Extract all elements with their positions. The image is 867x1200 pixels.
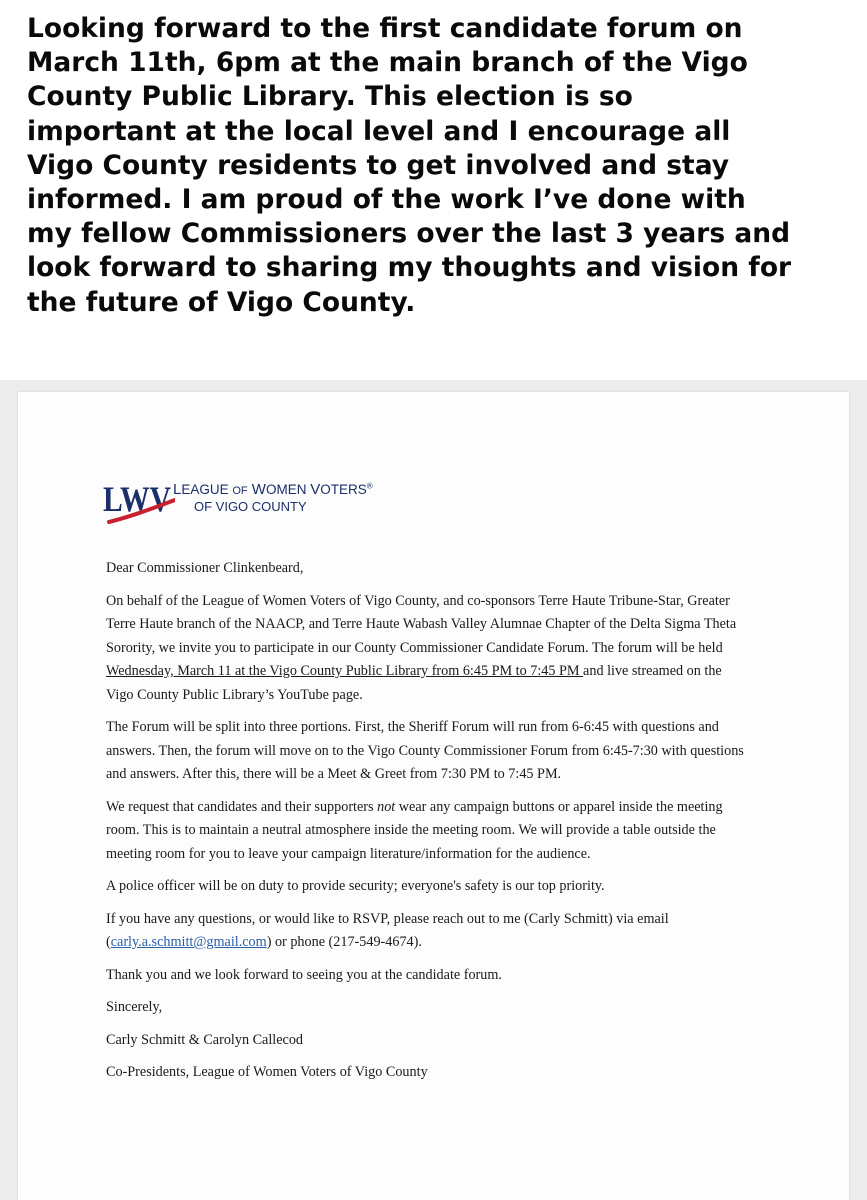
post-caption: Looking forward to the first candidate forum on March 11th, 6pm at the main branch of the Vigo County Public Library. This election is so important at the local level and I encourage all Vigo County residents to get involved and stay informed. I am proud of the work I’ve done with my fellow Commissioners over the last 3 years and look forward to sharing my thoughts and vision for the future of Vigo County. xyxy=(27,13,792,318)
letter-signers: Carly Schmitt & Carolyn Callecod xyxy=(106,1031,304,1048)
logo-chapter-name: OF VIGO COUNTY xyxy=(194,499,307,514)
letter-paragraph-thanks: Thank you and we look forward to seeing you at the candidate forum. xyxy=(106,966,502,983)
letter-paragraph-contact: If you have any questions, or would like to RSVP, please reach out to me (Carly Schmitt) via email (carly.a.schmitt@gmail.com) or phone (217-549-4674). xyxy=(106,910,669,950)
letter-body xyxy=(106,557,746,1094)
letter-signer-title: Co-Presidents, League of Women Voters of Vigo County xyxy=(106,1064,428,1080)
letter-closing: Sincerely, xyxy=(106,999,163,1015)
letter-greeting: Dear Commissioner Clinkenbeard, xyxy=(106,560,304,576)
lwv-mark-letters: LWV xyxy=(103,479,171,519)
lwv-logo-mark xyxy=(103,478,175,526)
letter-paragraph-invitation: On behalf of the League of Women Voters of Vigo County, and co-sponsors Terre Haute Tribune-Star, Greater Terre Haute branch of the NAACP, and Terre Haute Wabash Valley Alumnae Chapter of the Delta Sigma Theta Sorority, we invite you to participate in our County Commissioner Candidate Forum. The forum will be held Wednesday, March 11 at the Vigo County Public Library from 6:45 PM to 7:45 PM and live streamed on the Vigo County Public Library’s YouTube page. xyxy=(106,592,737,703)
letter-paragraph-schedule: The Forum will be split into three portions. First, the Sheriff Forum will run from 6-6:45 with questions and answers. Then, the forum will move on to the Vigo County Commissioner Forum from 6:45-7:30 with questions and answers. After this, there will be a Meet & Greet from 7:30 PM to 7:45 PM. xyxy=(106,719,744,782)
letter-paragraph-security: A police officer will be on duty to provide security; everyone's safety is our top priority. xyxy=(106,878,605,894)
lwv-logo xyxy=(103,478,433,526)
logo-organization-name: LEAGUE OF WOMEN VOTERS® xyxy=(173,481,373,498)
forum-date-underlined: Wednesday, March 11 at the Vigo County Public Library from 6:45 PM to 7:45 PM xyxy=(106,663,584,679)
letter-paragraph-campaign-items: We request that candidates and their supporters not wear any campaign buttons or apparel inside the meeting room. This is to maintain a neutral atmosphere inside the meeting room. We will provide a table outside the meeting room for you to leave your campaign literature/information for the audience. xyxy=(106,798,723,862)
contact-email-link[interactable]: carly.a.schmitt@gmail.com xyxy=(110,934,267,950)
